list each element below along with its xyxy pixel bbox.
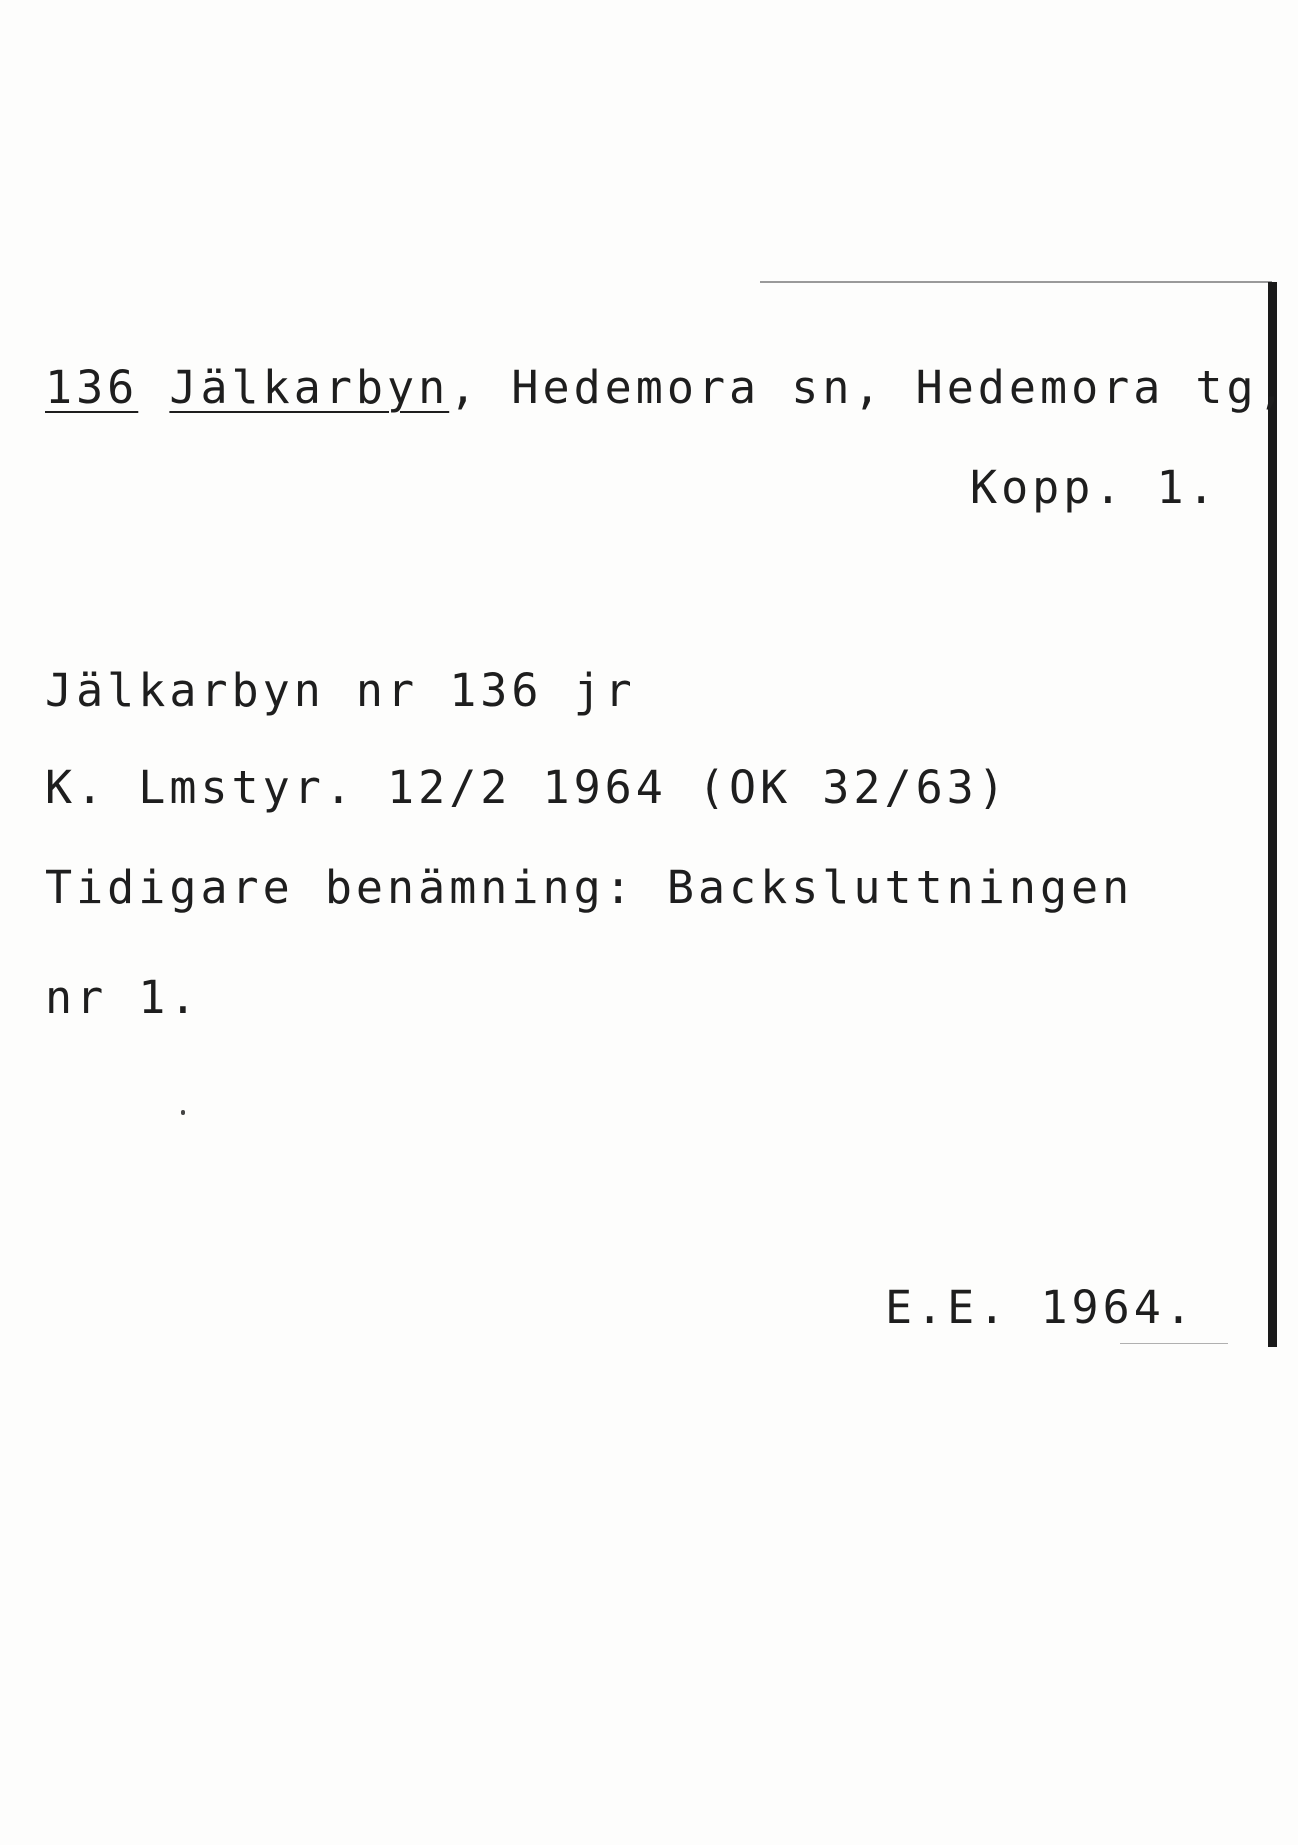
ink-speck <box>181 1110 185 1115</box>
body-line-4: nr 1. <box>45 971 201 1024</box>
card-heading <box>45 361 1289 414</box>
card-right-border <box>1268 282 1277 1347</box>
kopp-reference: Kopp. 1. <box>970 461 1219 514</box>
body-line-3: Tidigare benämning: Backsluttningen <box>45 861 1134 914</box>
heading-number: 136 <box>45 361 139 414</box>
card-top-border <box>760 281 1272 283</box>
signature: E.E. 1964. <box>885 1281 1196 1334</box>
card-bottom-border <box>1120 1343 1228 1344</box>
body-line-1: Jälkarbyn nr 136 jr <box>45 664 636 717</box>
heading-place: Jälkarbyn <box>169 361 450 414</box>
heading-rest: , Hedemora sn, Hedemora tg, <box>449 361 1289 414</box>
body-line-2: K. Lmstyr. 12/2 1964 (OK 32/63) <box>45 761 1009 814</box>
